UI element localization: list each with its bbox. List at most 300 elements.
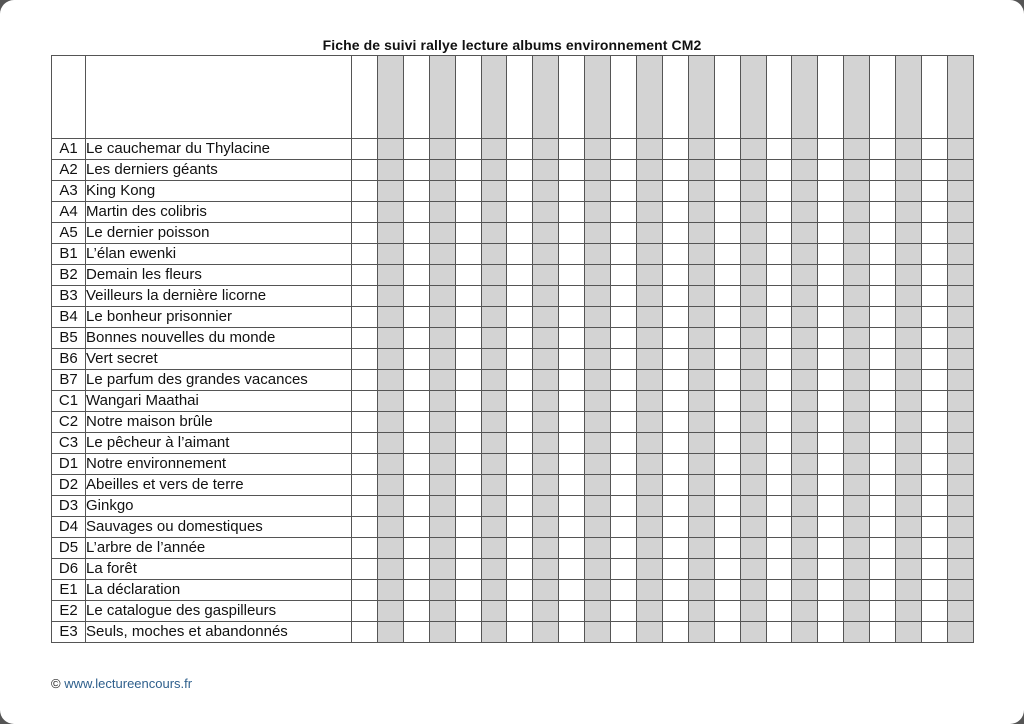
tracking-cell[interactable]: [662, 601, 688, 622]
tracking-cell[interactable]: [636, 433, 662, 454]
tracking-cell[interactable]: [792, 202, 818, 223]
tracking-cell[interactable]: [714, 160, 740, 181]
tracking-cell[interactable]: [611, 622, 637, 643]
tracking-cell[interactable]: [352, 538, 378, 559]
tracking-cell[interactable]: [585, 412, 611, 433]
tracking-cell[interactable]: [818, 139, 844, 160]
tracking-cell[interactable]: [352, 328, 378, 349]
tracking-cell[interactable]: [662, 538, 688, 559]
tracking-cell[interactable]: [377, 622, 403, 643]
tracking-cell[interactable]: [377, 391, 403, 412]
tracking-cell[interactable]: [740, 160, 766, 181]
tracking-cell[interactable]: [533, 412, 559, 433]
tracking-cell[interactable]: [403, 370, 429, 391]
tracking-cell[interactable]: [896, 496, 922, 517]
tracking-cell[interactable]: [455, 517, 481, 538]
tracking-cell[interactable]: [559, 433, 585, 454]
tracking-cell[interactable]: [455, 391, 481, 412]
tracking-cell[interactable]: [377, 517, 403, 538]
tracking-cell[interactable]: [611, 181, 637, 202]
tracking-cell[interactable]: [792, 349, 818, 370]
tracking-cell[interactable]: [533, 349, 559, 370]
tracking-cell[interactable]: [792, 370, 818, 391]
tracking-cell[interactable]: [947, 307, 973, 328]
tracking-cell[interactable]: [818, 517, 844, 538]
tracking-cell[interactable]: [792, 139, 818, 160]
tracking-cell[interactable]: [844, 391, 870, 412]
tracking-cell[interactable]: [403, 139, 429, 160]
tracking-cell[interactable]: [818, 475, 844, 496]
student-name-header-cell[interactable]: [507, 56, 533, 139]
tracking-cell[interactable]: [947, 601, 973, 622]
tracking-cell[interactable]: [947, 538, 973, 559]
tracking-cell[interactable]: [714, 580, 740, 601]
tracking-cell[interactable]: [792, 496, 818, 517]
tracking-cell[interactable]: [662, 433, 688, 454]
tracking-cell[interactable]: [455, 475, 481, 496]
tracking-cell[interactable]: [896, 181, 922, 202]
tracking-cell[interactable]: [921, 160, 947, 181]
student-name-header-cell[interactable]: [352, 56, 378, 139]
student-name-header-cell[interactable]: [403, 56, 429, 139]
tracking-cell[interactable]: [921, 412, 947, 433]
tracking-cell[interactable]: [921, 328, 947, 349]
student-name-header-cell[interactable]: [585, 56, 611, 139]
tracking-cell[interactable]: [429, 454, 455, 475]
tracking-cell[interactable]: [896, 580, 922, 601]
tracking-cell[interactable]: [844, 202, 870, 223]
tracking-cell[interactable]: [533, 286, 559, 307]
tracking-cell[interactable]: [818, 538, 844, 559]
tracking-cell[interactable]: [896, 391, 922, 412]
tracking-cell[interactable]: [818, 433, 844, 454]
tracking-cell[interactable]: [507, 433, 533, 454]
tracking-cell[interactable]: [481, 475, 507, 496]
tracking-cell[interactable]: [455, 202, 481, 223]
tracking-cell[interactable]: [559, 622, 585, 643]
tracking-cell[interactable]: [662, 370, 688, 391]
tracking-cell[interactable]: [611, 328, 637, 349]
tracking-cell[interactable]: [611, 580, 637, 601]
tracking-cell[interactable]: [921, 538, 947, 559]
student-name-header-cell[interactable]: [921, 56, 947, 139]
tracking-cell[interactable]: [507, 265, 533, 286]
tracking-cell[interactable]: [766, 139, 792, 160]
tracking-cell[interactable]: [429, 559, 455, 580]
tracking-cell[interactable]: [947, 454, 973, 475]
tracking-cell[interactable]: [740, 202, 766, 223]
tracking-cell[interactable]: [714, 244, 740, 265]
tracking-cell[interactable]: [429, 433, 455, 454]
tracking-cell[interactable]: [662, 412, 688, 433]
tracking-cell[interactable]: [896, 559, 922, 580]
tracking-cell[interactable]: [352, 370, 378, 391]
tracking-cell[interactable]: [766, 454, 792, 475]
tracking-cell[interactable]: [870, 517, 896, 538]
tracking-cell[interactable]: [559, 559, 585, 580]
tracking-cell[interactable]: [559, 538, 585, 559]
tracking-cell[interactable]: [947, 160, 973, 181]
tracking-cell[interactable]: [636, 391, 662, 412]
tracking-cell[interactable]: [740, 580, 766, 601]
tracking-cell[interactable]: [455, 139, 481, 160]
tracking-cell[interactable]: [896, 307, 922, 328]
tracking-cell[interactable]: [818, 622, 844, 643]
tracking-cell[interactable]: [766, 160, 792, 181]
tracking-cell[interactable]: [533, 139, 559, 160]
tracking-cell[interactable]: [559, 517, 585, 538]
tracking-cell[interactable]: [429, 160, 455, 181]
tracking-cell[interactable]: [636, 328, 662, 349]
tracking-cell[interactable]: [947, 496, 973, 517]
tracking-cell[interactable]: [766, 475, 792, 496]
student-name-header-cell[interactable]: [533, 56, 559, 139]
tracking-cell[interactable]: [352, 349, 378, 370]
tracking-cell[interactable]: [896, 160, 922, 181]
tracking-cell[interactable]: [455, 559, 481, 580]
tracking-cell[interactable]: [585, 349, 611, 370]
tracking-cell[interactable]: [481, 601, 507, 622]
tracking-cell[interactable]: [559, 181, 585, 202]
tracking-cell[interactable]: [947, 181, 973, 202]
tracking-cell[interactable]: [870, 622, 896, 643]
tracking-cell[interactable]: [377, 496, 403, 517]
tracking-cell[interactable]: [662, 307, 688, 328]
tracking-cell[interactable]: [455, 412, 481, 433]
student-name-header-cell[interactable]: [947, 56, 973, 139]
tracking-cell[interactable]: [766, 601, 792, 622]
tracking-cell[interactable]: [429, 538, 455, 559]
tracking-cell[interactable]: [507, 139, 533, 160]
tracking-cell[interactable]: [740, 370, 766, 391]
tracking-cell[interactable]: [792, 391, 818, 412]
tracking-cell[interactable]: [636, 265, 662, 286]
tracking-cell[interactable]: [636, 181, 662, 202]
tracking-cell[interactable]: [507, 601, 533, 622]
tracking-cell[interactable]: [740, 454, 766, 475]
tracking-cell[interactable]: [688, 160, 714, 181]
tracking-cell[interactable]: [740, 622, 766, 643]
tracking-cell[interactable]: [585, 160, 611, 181]
tracking-cell[interactable]: [481, 181, 507, 202]
tracking-cell[interactable]: [870, 160, 896, 181]
tracking-cell[interactable]: [688, 517, 714, 538]
tracking-cell[interactable]: [896, 601, 922, 622]
tracking-cell[interactable]: [533, 181, 559, 202]
tracking-cell[interactable]: [870, 559, 896, 580]
tracking-cell[interactable]: [714, 307, 740, 328]
tracking-cell[interactable]: [870, 412, 896, 433]
tracking-cell[interactable]: [844, 160, 870, 181]
tracking-cell[interactable]: [559, 370, 585, 391]
tracking-cell[interactable]: [377, 244, 403, 265]
tracking-cell[interactable]: [947, 412, 973, 433]
tracking-cell[interactable]: [507, 622, 533, 643]
tracking-cell[interactable]: [377, 265, 403, 286]
tracking-cell[interactable]: [947, 244, 973, 265]
tracking-cell[interactable]: [377, 223, 403, 244]
tracking-cell[interactable]: [766, 286, 792, 307]
tracking-cell[interactable]: [352, 622, 378, 643]
tracking-cell[interactable]: [352, 496, 378, 517]
tracking-cell[interactable]: [766, 496, 792, 517]
tracking-cell[interactable]: [429, 496, 455, 517]
tracking-cell[interactable]: [662, 265, 688, 286]
tracking-cell[interactable]: [533, 307, 559, 328]
student-name-header-cell[interactable]: [896, 56, 922, 139]
tracking-cell[interactable]: [455, 601, 481, 622]
tracking-cell[interactable]: [636, 517, 662, 538]
tracking-cell[interactable]: [533, 202, 559, 223]
tracking-cell[interactable]: [611, 559, 637, 580]
tracking-cell[interactable]: [766, 538, 792, 559]
tracking-cell[interactable]: [896, 265, 922, 286]
tracking-cell[interactable]: [844, 223, 870, 244]
tracking-cell[interactable]: [611, 244, 637, 265]
tracking-cell[interactable]: [403, 265, 429, 286]
tracking-cell[interactable]: [559, 307, 585, 328]
tracking-cell[interactable]: [636, 475, 662, 496]
tracking-cell[interactable]: [870, 181, 896, 202]
tracking-cell[interactable]: [844, 244, 870, 265]
tracking-cell[interactable]: [896, 517, 922, 538]
tracking-cell[interactable]: [714, 286, 740, 307]
tracking-cell[interactable]: [921, 139, 947, 160]
tracking-cell[interactable]: [947, 391, 973, 412]
tracking-cell[interactable]: [403, 601, 429, 622]
tracking-cell[interactable]: [352, 559, 378, 580]
tracking-cell[interactable]: [429, 265, 455, 286]
tracking-cell[interactable]: [870, 370, 896, 391]
tracking-cell[interactable]: [403, 391, 429, 412]
tracking-cell[interactable]: [403, 286, 429, 307]
tracking-cell[interactable]: [611, 601, 637, 622]
tracking-cell[interactable]: [792, 265, 818, 286]
tracking-cell[interactable]: [533, 496, 559, 517]
tracking-cell[interactable]: [455, 307, 481, 328]
tracking-cell[interactable]: [352, 181, 378, 202]
tracking-cell[interactable]: [455, 433, 481, 454]
tracking-cell[interactable]: [636, 223, 662, 244]
tracking-cell[interactable]: [507, 496, 533, 517]
tracking-cell[interactable]: [377, 181, 403, 202]
tracking-cell[interactable]: [636, 370, 662, 391]
tracking-cell[interactable]: [818, 496, 844, 517]
tracking-cell[interactable]: [585, 559, 611, 580]
tracking-cell[interactable]: [688, 391, 714, 412]
tracking-cell[interactable]: [429, 286, 455, 307]
tracking-cell[interactable]: [662, 349, 688, 370]
tracking-cell[interactable]: [766, 622, 792, 643]
tracking-cell[interactable]: [688, 286, 714, 307]
tracking-cell[interactable]: [844, 496, 870, 517]
tracking-cell[interactable]: [688, 181, 714, 202]
tracking-cell[interactable]: [533, 517, 559, 538]
tracking-cell[interactable]: [844, 181, 870, 202]
tracking-cell[interactable]: [947, 433, 973, 454]
tracking-cell[interactable]: [870, 202, 896, 223]
tracking-cell[interactable]: [844, 559, 870, 580]
tracking-cell[interactable]: [818, 160, 844, 181]
tracking-cell[interactable]: [662, 160, 688, 181]
tracking-cell[interactable]: [662, 559, 688, 580]
tracking-cell[interactable]: [507, 475, 533, 496]
tracking-cell[interactable]: [429, 202, 455, 223]
tracking-cell[interactable]: [896, 622, 922, 643]
tracking-cell[interactable]: [611, 433, 637, 454]
tracking-cell[interactable]: [818, 601, 844, 622]
tracking-cell[interactable]: [947, 223, 973, 244]
tracking-cell[interactable]: [688, 328, 714, 349]
tracking-cell[interactable]: [377, 328, 403, 349]
tracking-cell[interactable]: [844, 454, 870, 475]
tracking-cell[interactable]: [481, 328, 507, 349]
tracking-cell[interactable]: [455, 349, 481, 370]
tracking-cell[interactable]: [766, 307, 792, 328]
tracking-cell[interactable]: [714, 328, 740, 349]
tracking-cell[interactable]: [688, 223, 714, 244]
tracking-cell[interactable]: [818, 181, 844, 202]
tracking-cell[interactable]: [507, 517, 533, 538]
tracking-cell[interactable]: [688, 601, 714, 622]
tracking-cell[interactable]: [714, 202, 740, 223]
tracking-cell[interactable]: [481, 265, 507, 286]
tracking-cell[interactable]: [559, 265, 585, 286]
tracking-cell[interactable]: [352, 265, 378, 286]
tracking-cell[interactable]: [766, 265, 792, 286]
tracking-cell[interactable]: [818, 244, 844, 265]
tracking-cell[interactable]: [429, 475, 455, 496]
tracking-cell[interactable]: [611, 349, 637, 370]
tracking-cell[interactable]: [377, 601, 403, 622]
tracking-cell[interactable]: [896, 223, 922, 244]
tracking-cell[interactable]: [714, 265, 740, 286]
tracking-cell[interactable]: [585, 454, 611, 475]
tracking-cell[interactable]: [507, 202, 533, 223]
tracking-cell[interactable]: [766, 517, 792, 538]
tracking-cell[interactable]: [896, 412, 922, 433]
tracking-cell[interactable]: [533, 475, 559, 496]
tracking-cell[interactable]: [611, 454, 637, 475]
tracking-cell[interactable]: [481, 202, 507, 223]
tracking-cell[interactable]: [714, 433, 740, 454]
tracking-cell[interactable]: [403, 160, 429, 181]
tracking-cell[interactable]: [740, 139, 766, 160]
tracking-cell[interactable]: [662, 517, 688, 538]
tracking-cell[interactable]: [429, 139, 455, 160]
tracking-cell[interactable]: [377, 559, 403, 580]
tracking-cell[interactable]: [507, 391, 533, 412]
tracking-cell[interactable]: [636, 454, 662, 475]
tracking-cell[interactable]: [844, 139, 870, 160]
tracking-cell[interactable]: [507, 223, 533, 244]
tracking-cell[interactable]: [507, 181, 533, 202]
tracking-cell[interactable]: [844, 286, 870, 307]
tracking-cell[interactable]: [585, 517, 611, 538]
tracking-cell[interactable]: [611, 370, 637, 391]
tracking-cell[interactable]: [481, 139, 507, 160]
tracking-cell[interactable]: [611, 517, 637, 538]
tracking-cell[interactable]: [818, 286, 844, 307]
tracking-cell[interactable]: [403, 559, 429, 580]
tracking-cell[interactable]: [896, 202, 922, 223]
tracking-cell[interactable]: [740, 181, 766, 202]
tracking-cell[interactable]: [455, 328, 481, 349]
tracking-cell[interactable]: [585, 202, 611, 223]
tracking-cell[interactable]: [740, 307, 766, 328]
tracking-cell[interactable]: [636, 559, 662, 580]
tracking-cell[interactable]: [662, 328, 688, 349]
tracking-cell[interactable]: [611, 475, 637, 496]
tracking-cell[interactable]: [714, 370, 740, 391]
tracking-cell[interactable]: [429, 391, 455, 412]
tracking-cell[interactable]: [766, 370, 792, 391]
tracking-cell[interactable]: [585, 328, 611, 349]
tracking-cell[interactable]: [481, 622, 507, 643]
tracking-cell[interactable]: [533, 328, 559, 349]
tracking-cell[interactable]: [792, 160, 818, 181]
tracking-cell[interactable]: [559, 202, 585, 223]
student-name-header-cell[interactable]: [688, 56, 714, 139]
tracking-cell[interactable]: [688, 496, 714, 517]
tracking-cell[interactable]: [740, 391, 766, 412]
tracking-cell[interactable]: [766, 559, 792, 580]
tracking-cell[interactable]: [533, 370, 559, 391]
tracking-cell[interactable]: [662, 475, 688, 496]
tracking-cell[interactable]: [947, 328, 973, 349]
tracking-cell[interactable]: [559, 454, 585, 475]
tracking-cell[interactable]: [585, 286, 611, 307]
tracking-cell[interactable]: [921, 496, 947, 517]
tracking-cell[interactable]: [740, 265, 766, 286]
tracking-cell[interactable]: [585, 307, 611, 328]
student-name-header-cell[interactable]: [740, 56, 766, 139]
tracking-cell[interactable]: [533, 454, 559, 475]
tracking-cell[interactable]: [403, 580, 429, 601]
tracking-cell[interactable]: [377, 307, 403, 328]
tracking-cell[interactable]: [792, 244, 818, 265]
tracking-cell[interactable]: [455, 370, 481, 391]
tracking-cell[interactable]: [455, 496, 481, 517]
tracking-cell[interactable]: [870, 580, 896, 601]
tracking-cell[interactable]: [844, 370, 870, 391]
tracking-cell[interactable]: [403, 307, 429, 328]
tracking-cell[interactable]: [688, 202, 714, 223]
tracking-cell[interactable]: [533, 580, 559, 601]
tracking-cell[interactable]: [429, 601, 455, 622]
tracking-cell[interactable]: [921, 265, 947, 286]
tracking-cell[interactable]: [455, 538, 481, 559]
tracking-cell[interactable]: [611, 391, 637, 412]
tracking-cell[interactable]: [870, 496, 896, 517]
tracking-cell[interactable]: [688, 580, 714, 601]
tracking-cell[interactable]: [403, 223, 429, 244]
tracking-cell[interactable]: [921, 223, 947, 244]
tracking-cell[interactable]: [818, 454, 844, 475]
tracking-cell[interactable]: [896, 286, 922, 307]
tracking-cell[interactable]: [818, 370, 844, 391]
tracking-cell[interactable]: [766, 391, 792, 412]
tracking-cell[interactable]: [429, 328, 455, 349]
tracking-cell[interactable]: [507, 160, 533, 181]
tracking-cell[interactable]: [870, 601, 896, 622]
tracking-cell[interactable]: [377, 538, 403, 559]
tracking-cell[interactable]: [740, 223, 766, 244]
tracking-cell[interactable]: [585, 181, 611, 202]
tracking-cell[interactable]: [921, 517, 947, 538]
tracking-cell[interactable]: [455, 244, 481, 265]
tracking-cell[interactable]: [870, 328, 896, 349]
